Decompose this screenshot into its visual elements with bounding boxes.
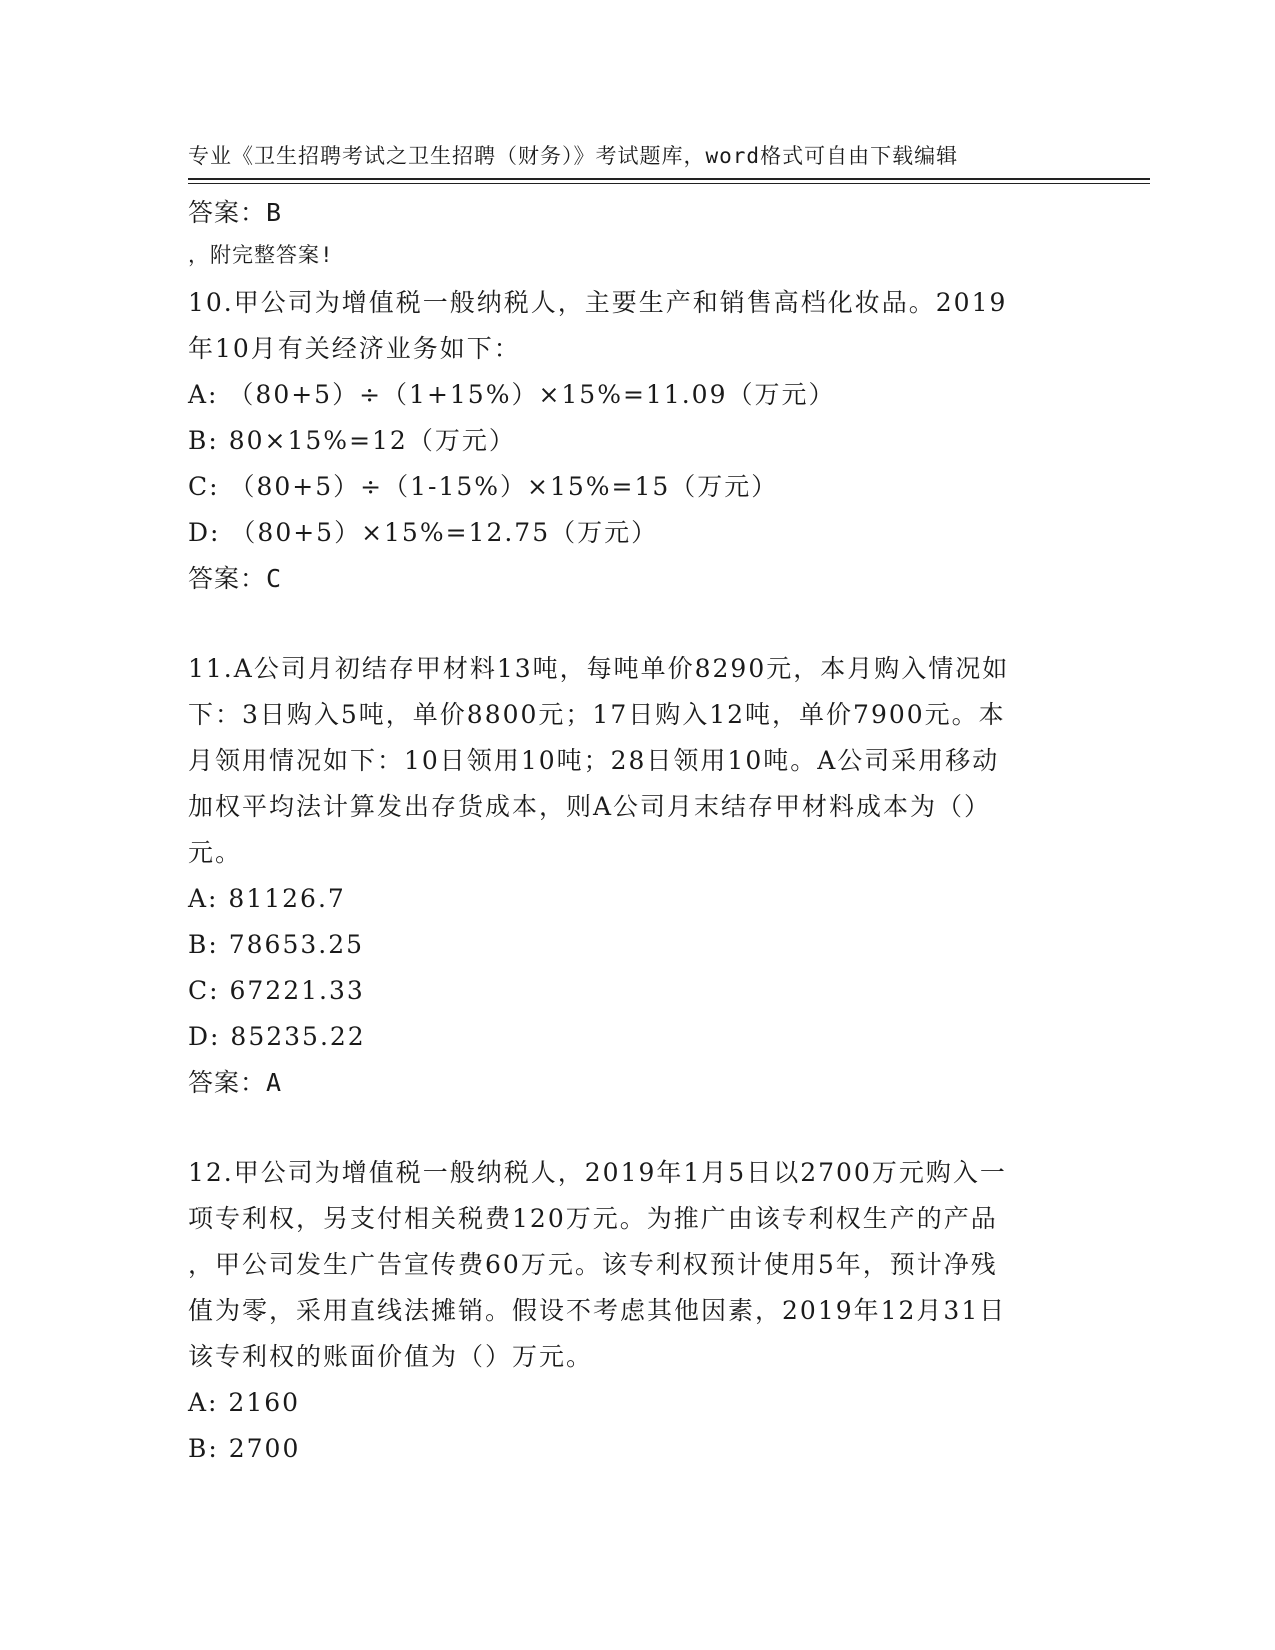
- question-stem-line: 项专利权，另支付相关税费120万元。为推广由该专利权生产的产品: [188, 1204, 998, 1233]
- question-11: [188, 646, 1078, 1106]
- q11-answer: 答案：A: [188, 1068, 283, 1097]
- option-c: C: 67221.33: [188, 976, 365, 1005]
- question-stem-line: 值为零，采用直线法摊销。假设不考虑其他因素，2019年12月31日: [188, 1296, 1007, 1325]
- option-b: B: 80×15%=12（万元）: [188, 426, 516, 455]
- q10-answer: 答案：C: [188, 564, 283, 593]
- option-b: B: 78653.25: [188, 930, 365, 959]
- spacer: [188, 236, 1078, 280]
- option-d: D: （80+5）×15%=12.75（万元）: [188, 518, 659, 547]
- question-stem-line: 该专利权的账面价值为（）万元。: [188, 1342, 594, 1371]
- option-a: A: （80+5）÷（1+15%）×15%=11.09（万元）: [188, 380, 836, 409]
- question-stem-line: 月领用情况如下：10日领用10吨；28日领用10吨。A公司采用移动: [188, 746, 1000, 775]
- header-line-1: 专业《卫生招聘考试之卫生招聘（财务）》考试题库，word格式可自由下载编辑: [188, 144, 959, 168]
- q9-answer: 答案：B: [188, 198, 283, 227]
- question-stem-line: 加权平均法计算发出存货成本，则A公司月末结存甲材料成本为（）: [188, 792, 992, 821]
- header-divider-thick: [188, 178, 1150, 180]
- option-a: A: 2160: [188, 1388, 301, 1417]
- option-b: B: 2700: [188, 1434, 301, 1463]
- question-stem-line: 年10月有关经济业务如下：: [188, 334, 521, 363]
- header-line-2: ，附完整答案!: [188, 243, 334, 267]
- question-stem-line: 12.甲公司为增值税一般纳税人，2019年1月5日以2700万元购入一: [188, 1158, 1007, 1187]
- document-body: [188, 190, 1078, 1472]
- option-c: C: （80+5）÷（1-15%）×15%=15（万元）: [188, 472, 779, 501]
- spacer: [188, 1106, 1078, 1150]
- question-10: [188, 280, 1078, 602]
- question-stem-line: ，甲公司发生广告宣传费60万元。该专利权预计使用5年，预计净残: [188, 1250, 998, 1279]
- spacer: [188, 602, 1078, 646]
- question-stem-line: 下：3日购入5吨，单价8800元；17日购入12吨，单价7900元。本: [188, 700, 1006, 729]
- option-d: D: 85235.22: [188, 1022, 366, 1051]
- header-divider-thin: [188, 183, 1150, 184]
- question-stem-line: 元。: [188, 838, 243, 867]
- option-a: A: 81126.7: [188, 884, 346, 913]
- question-12: [188, 1150, 1078, 1472]
- question-stem-line: 11.A公司月初结存甲材料13吨，每吨单价8290元，本月购入情况如: [188, 654, 1010, 683]
- question-stem-line: 10.甲公司为增值税一般纳税人，主要生产和销售高档化妆品。2019: [188, 288, 1008, 317]
